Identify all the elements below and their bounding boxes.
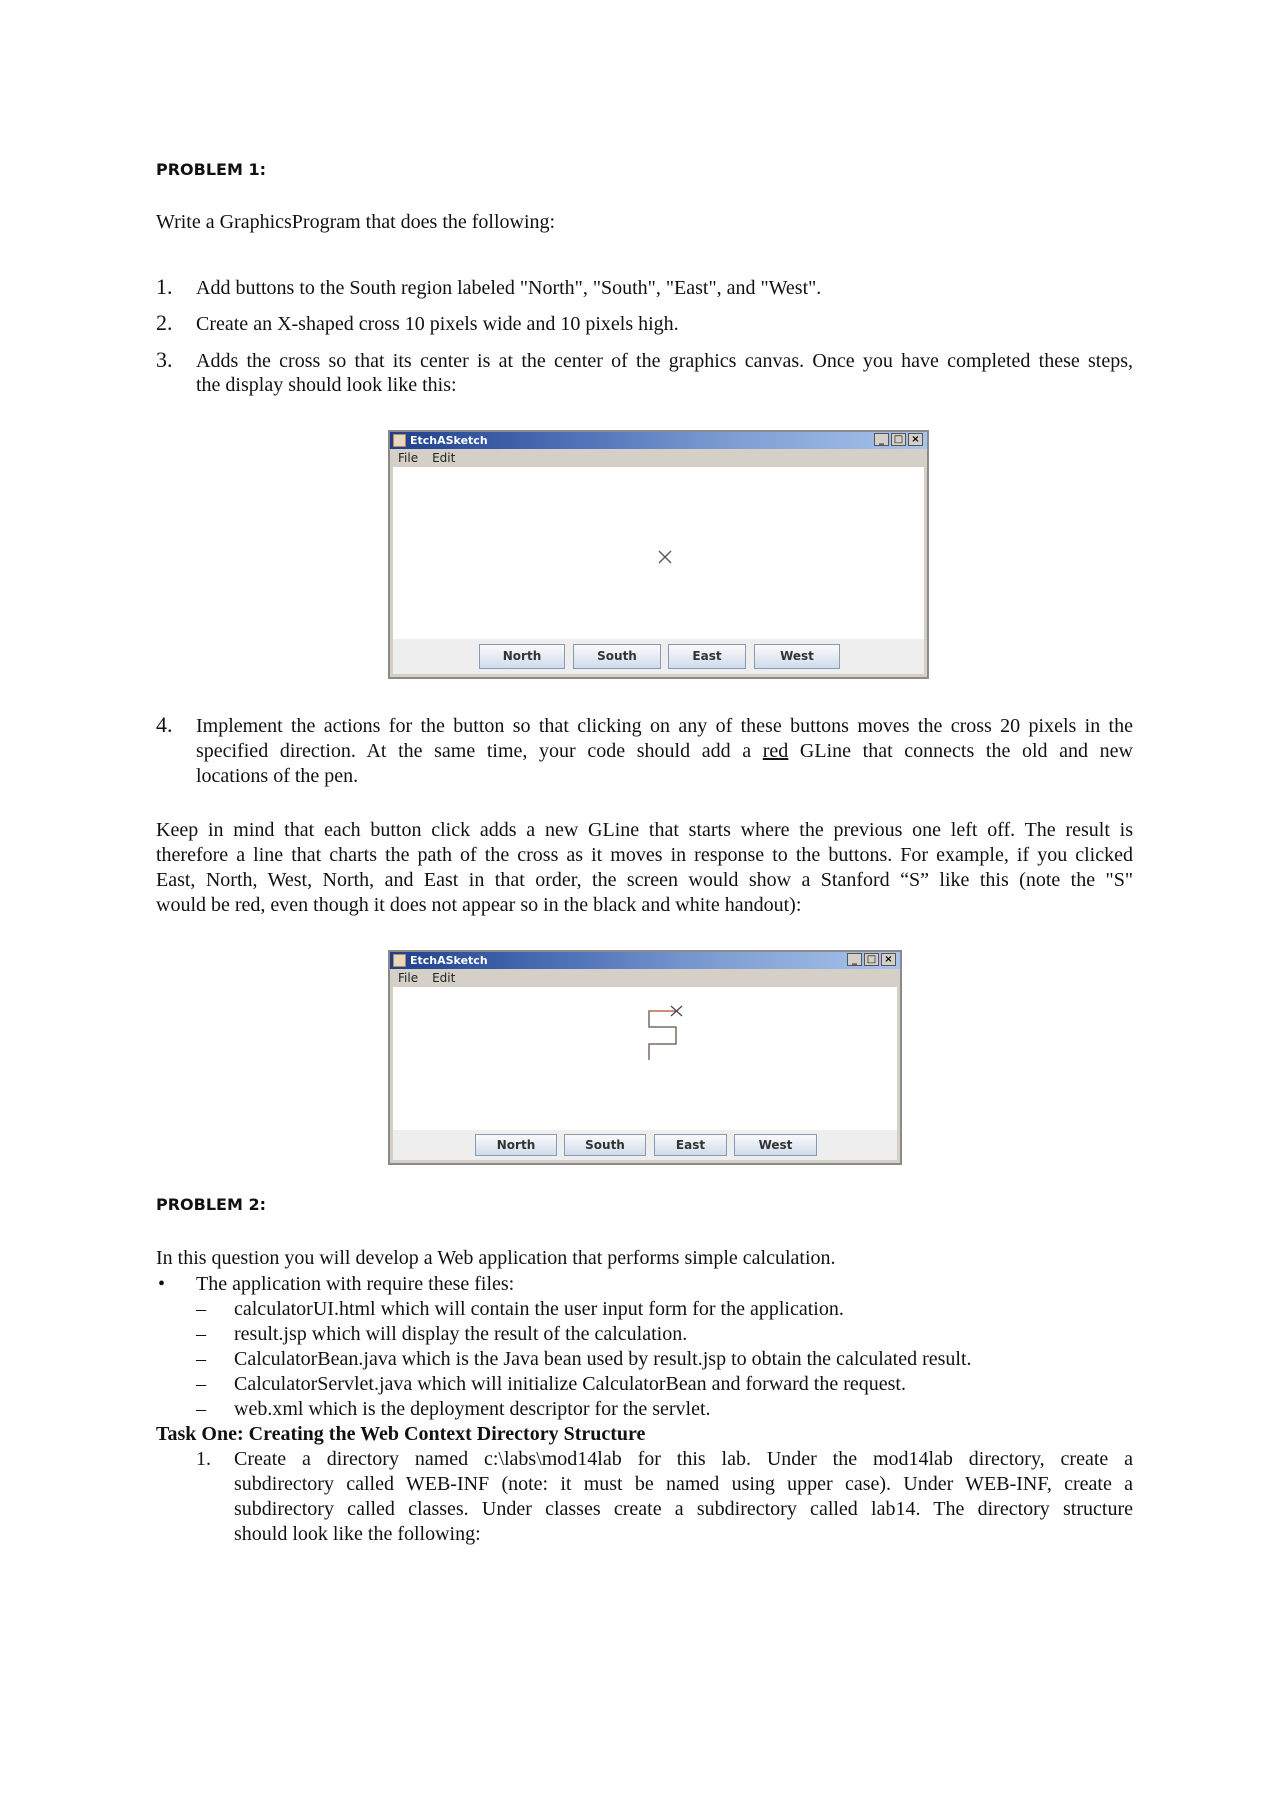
item-3-line2: the display should look like this: [196, 374, 457, 396]
step-number: 1. [196, 1448, 211, 1470]
item-4-line1: Implement the actions for the button so that clicking on any of these buttons moves the cross 20 pixels in the [196, 715, 1133, 737]
item-4-line3: locations of the pen. [196, 765, 359, 787]
step-line: Create a directory named c:\labs\mod14lab for this lab. Under the mod14lab directory, create a [234, 1448, 1133, 1470]
button-bar [393, 639, 924, 674]
menu-edit[interactable]: Edit [432, 451, 456, 465]
dash-icon: – [196, 1323, 206, 1345]
paragraph-line: would be red, even though it does not appear so in the black and white handout): [156, 894, 802, 916]
item-number: 3. [156, 347, 173, 372]
item-4-line2 [196, 739, 1133, 764]
close-button[interactable]: × [908, 433, 923, 446]
item-number: 2. [156, 310, 173, 335]
bullet-text: The application with require these files: [196, 1273, 515, 1295]
text: specified direction. At the same time, your code should add a [196, 740, 763, 762]
paragraph-line: Keep in mind that each button click adds a new GLine that starts where the previous one left off. The result is [156, 819, 1133, 841]
east-button[interactable]: East [654, 1134, 727, 1156]
file-item: web.xml which is the deployment descriptor for the servlet. [234, 1398, 711, 1420]
maximize-button[interactable]: □ [891, 433, 906, 446]
step-line: should look like the following: [234, 1523, 481, 1545]
window-title: EtchASketch [410, 954, 488, 967]
file-item: calculatorUI.html which will contain the user input form for the application. [234, 1298, 844, 1320]
java-app-icon [393, 954, 406, 967]
cross-icon [659, 551, 671, 563]
north-button[interactable]: North [475, 1134, 557, 1156]
close-button[interactable]: × [881, 953, 896, 966]
maximize-button[interactable]: □ [864, 953, 879, 966]
graphics-canvas [393, 467, 924, 641]
problem1-heading: PROBLEM 1: [156, 160, 266, 179]
dash-icon: – [196, 1398, 206, 1420]
bullet-icon: • [158, 1273, 166, 1295]
file-item: CalculatorBean.java which is the Java bean used by result.jsp to obtain the calculated result. [234, 1348, 972, 1370]
red-word: red [762, 740, 789, 762]
etchasketch-window-initial [388, 430, 929, 679]
minimize-button[interactable]: _ [847, 953, 862, 966]
paragraph-line: East, North, West, North, and East in that order, the screen would show a Stanford “S” like this (note the "S" [156, 869, 1133, 891]
item-1: Add buttons to the South region labeled "North", "South", "East", and "West". [196, 277, 822, 299]
east-button[interactable]: East [668, 644, 746, 669]
south-button[interactable]: South [564, 1134, 646, 1156]
text: GLine that connects the old and new [788, 740, 1133, 762]
item-2: Create an X-shaped cross 10 pixels wide and 10 pixels high. [196, 313, 679, 335]
step-line: subdirectory called WEB-INF (note: it must be named using upper case). Under WEB-INF, create a [234, 1473, 1133, 1495]
dash-icon: – [196, 1373, 206, 1395]
dash-icon: – [196, 1348, 206, 1370]
menu-edit[interactable]: Edit [432, 971, 456, 985]
dash-icon: – [196, 1298, 206, 1320]
problem2-intro: In this question you will develop a Web application that performs simple calculation. [156, 1247, 836, 1269]
file-item: CalculatorServlet.java which will initialize CalculatorBean and forward the request. [234, 1373, 906, 1395]
file-item: result.jsp which will display the result of the calculation. [234, 1323, 688, 1345]
west-button[interactable]: West [754, 644, 840, 669]
problem1-intro: Write a GraphicsProgram that does the following: [156, 211, 556, 233]
menu-file[interactable]: File [398, 971, 419, 985]
java-app-icon [393, 434, 406, 447]
item-number: 4. [156, 712, 173, 737]
window-title: EtchASketch [410, 434, 488, 447]
graphics-canvas [393, 987, 897, 1133]
north-button[interactable]: North [479, 644, 565, 669]
button-bar [393, 1130, 897, 1160]
menu-file[interactable]: File [398, 451, 419, 465]
item-number: 1. [156, 274, 173, 299]
item-3-line1: Adds the cross so that its center is at the center of the graphics canvas. Once you have completed these steps, [196, 350, 1133, 372]
problem2-heading: PROBLEM 2: [156, 1195, 266, 1214]
etchasketch-window-s-path [388, 950, 902, 1165]
south-button[interactable]: South [573, 644, 661, 669]
task-heading: Task One: Creating the Web Context Directory Structure [156, 1423, 646, 1445]
step-line: subdirectory called classes. Under classes create a subdirectory called lab14. The directory structure [234, 1498, 1133, 1520]
paragraph-line: therefore a line that charts the path of the cross as it moves in response to the buttons. For example, if you clicked [156, 844, 1133, 866]
minimize-button[interactable]: _ [874, 433, 889, 446]
s-path-line [649, 1011, 676, 1060]
west-button[interactable]: West [734, 1134, 817, 1156]
